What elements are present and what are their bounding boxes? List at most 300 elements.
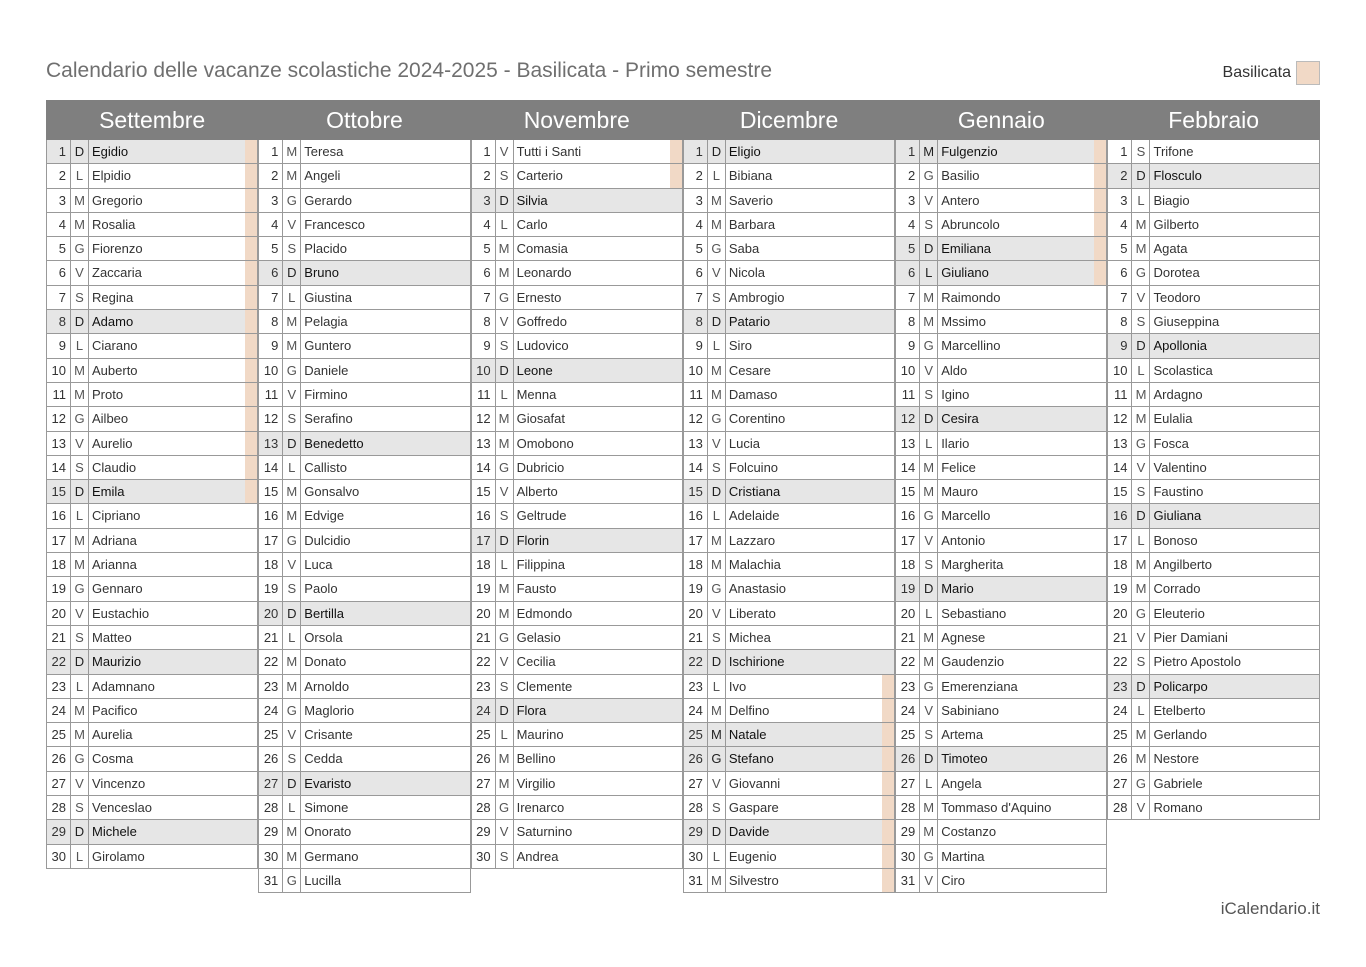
saint-name: Simone: [304, 800, 349, 816]
day-number: 19: [684, 577, 708, 600]
day-number: 5: [259, 237, 283, 260]
weekday-letter: D: [920, 237, 938, 260]
day-row: [683, 772, 895, 796]
day-row: [895, 213, 1107, 237]
day-number: 12: [896, 407, 920, 430]
weekday-letter: M: [283, 334, 301, 357]
weekday-letter: L: [1132, 359, 1150, 382]
saint-name: Virgilio: [516, 775, 556, 791]
day-number: 21: [684, 626, 708, 649]
holiday-marker-empty: [670, 383, 682, 406]
weekday-letter: G: [496, 796, 514, 819]
day-row: [895, 164, 1107, 188]
saint-name: Teodoro: [1153, 289, 1201, 305]
saint-name: Liberato: [728, 605, 776, 621]
day-number: 14: [47, 456, 71, 479]
weekday-letter: L: [71, 164, 89, 187]
day-row: [258, 359, 470, 383]
saint-name: Stefano: [728, 751, 774, 767]
day-number: 29: [47, 820, 71, 843]
day-row: [895, 577, 1107, 601]
saint-name: Sabiniano: [941, 702, 1000, 718]
saint-name: Carterio: [516, 168, 563, 184]
saint-name: Davide: [728, 824, 770, 840]
weekday-letter: V: [920, 189, 938, 212]
day-number: 10: [896, 359, 920, 382]
saint-name: Ardagno: [1153, 386, 1203, 402]
holiday-marker-empty: [1094, 820, 1106, 843]
day-row: [471, 747, 683, 771]
day-number: 17: [47, 529, 71, 552]
holiday-marker-empty: [882, 189, 894, 212]
weekday-letter: G: [1132, 602, 1150, 625]
day-number: 4: [896, 213, 920, 236]
weekday-letter: V: [1132, 286, 1150, 309]
day-number: 18: [472, 553, 496, 576]
day-number: 19: [259, 577, 283, 600]
day-row: [1107, 164, 1319, 188]
day-row: [258, 286, 470, 310]
weekday-letter: L: [920, 772, 938, 795]
day-number: 4: [259, 213, 283, 236]
holiday-marker-empty: [458, 869, 470, 892]
holiday-marker-empty: [1307, 675, 1319, 698]
holiday-marker-empty: [882, 529, 894, 552]
weekday-letter: D: [708, 140, 726, 163]
saint-name: Barbara: [728, 216, 776, 232]
month-header: Dicembre: [683, 100, 895, 140]
holiday-marker-empty: [1307, 407, 1319, 430]
day-row: [258, 869, 470, 893]
weekday-letter: S: [496, 334, 514, 357]
holiday-marker-empty: [1307, 553, 1319, 576]
saint-name: Adamo: [92, 314, 134, 330]
holiday-marker-empty: [670, 480, 682, 503]
holiday-marker-empty: [882, 504, 894, 527]
day-number: 20: [472, 602, 496, 625]
saint-name: Bibiana: [728, 168, 773, 184]
weekday-letter: S: [920, 553, 938, 576]
holiday-marker-empty: [458, 553, 470, 576]
saint-name: Emiliana: [941, 241, 992, 257]
saint-name: Andrea: [516, 848, 559, 864]
weekday-letter: L: [920, 432, 938, 455]
saint-name: Gabriele: [1153, 775, 1203, 791]
day-row: [471, 480, 683, 504]
day-number: 9: [47, 334, 71, 357]
saint-name: Onorato: [304, 824, 352, 840]
weekday-letter: L: [708, 334, 726, 357]
weekday-letter: G: [71, 237, 89, 260]
day-number: 13: [1108, 432, 1132, 455]
weekday-letter: M: [1132, 383, 1150, 406]
weekday-letter: L: [920, 602, 938, 625]
day-row: [471, 261, 683, 285]
day-number: 11: [1108, 383, 1132, 406]
day-row: [895, 310, 1107, 334]
weekday-letter: L: [708, 845, 726, 868]
weekday-letter: M: [1132, 553, 1150, 576]
saint-name: Orsola: [304, 629, 343, 645]
day-row: [46, 189, 258, 213]
day-number: 18: [896, 553, 920, 576]
day-row: [46, 529, 258, 553]
saint-name: Mario: [941, 581, 974, 597]
day-row: [46, 480, 258, 504]
weekday-letter: D: [708, 650, 726, 673]
weekday-letter: G: [708, 237, 726, 260]
saint-name: Anastasio: [728, 581, 786, 597]
day-number: 26: [684, 747, 708, 770]
holiday-marker-empty: [458, 189, 470, 212]
day-row: [683, 334, 895, 358]
saint-name: Giuliana: [1153, 508, 1202, 524]
day-number: 29: [896, 820, 920, 843]
saint-name: Gennaro: [92, 581, 143, 597]
day-row: [1107, 650, 1319, 674]
holiday-marker: [882, 869, 894, 892]
weekday-letter: G: [708, 577, 726, 600]
saint-name: Valentino: [1153, 459, 1207, 475]
saint-name: Michele: [92, 824, 137, 840]
weekday-letter: M: [496, 407, 514, 430]
day-row: [46, 359, 258, 383]
holiday-marker-empty: [1094, 772, 1106, 795]
day-row: [471, 359, 683, 383]
day-row: [46, 650, 258, 674]
holiday-marker-empty: [245, 820, 257, 843]
day-number: 9: [259, 334, 283, 357]
day-row: [471, 213, 683, 237]
holiday-marker-empty: [458, 286, 470, 309]
weekday-letter: G: [71, 407, 89, 430]
day-number: 12: [259, 407, 283, 430]
saint-name: Venceslao: [92, 800, 152, 816]
day-number: 21: [896, 626, 920, 649]
day-number: 13: [259, 432, 283, 455]
saint-name: Pier Damiani: [1153, 629, 1228, 645]
day-number: 25: [472, 723, 496, 746]
day-row: [471, 529, 683, 553]
holiday-marker-empty: [882, 237, 894, 260]
weekday-letter: S: [920, 383, 938, 406]
calendar-grid: [46, 100, 1320, 893]
day-row: [683, 869, 895, 893]
holiday-marker-empty: [670, 334, 682, 357]
holiday-marker-empty: [245, 553, 257, 576]
weekday-letter: M: [496, 602, 514, 625]
saint-name: Romano: [1153, 800, 1203, 816]
saint-name: Irenarco: [516, 800, 565, 816]
holiday-marker-empty: [245, 723, 257, 746]
weekday-letter: M: [71, 383, 89, 406]
day-row: [471, 383, 683, 407]
holiday-marker-empty: [458, 261, 470, 284]
holiday-marker-empty: [1094, 723, 1106, 746]
weekday-letter: V: [496, 310, 514, 333]
saint-name: Serafino: [304, 411, 353, 427]
saint-name: Eulalia: [1153, 411, 1193, 427]
holiday-marker-empty: [1094, 845, 1106, 868]
saint-name: Martina: [941, 848, 985, 864]
day-row: [46, 772, 258, 796]
saint-name: Cecilia: [516, 654, 556, 670]
saint-name: Tutti i Santi: [516, 144, 582, 159]
saint-name: Omobono: [516, 435, 574, 451]
day-row: [258, 747, 470, 771]
holiday-marker-empty: [458, 626, 470, 649]
holiday-marker-empty: [1307, 140, 1319, 163]
saint-name: Maglorio: [304, 702, 355, 718]
day-row: [895, 383, 1107, 407]
weekday-letter: D: [71, 140, 89, 163]
day-number: 28: [1108, 796, 1132, 819]
day-number: 10: [259, 359, 283, 382]
holiday-marker-empty: [245, 504, 257, 527]
day-number: 15: [259, 480, 283, 503]
holiday-marker-empty: [458, 723, 470, 746]
day-number: 20: [259, 602, 283, 625]
weekday-letter: M: [708, 383, 726, 406]
day-number: 23: [1108, 675, 1132, 698]
day-number: 16: [684, 504, 708, 527]
day-row: [258, 407, 470, 431]
weekday-letter: M: [283, 504, 301, 527]
day-row: [683, 699, 895, 723]
holiday-marker-empty: [1307, 286, 1319, 309]
saint-name: Ivo: [728, 678, 747, 694]
saint-name: Aurelio: [92, 435, 133, 451]
day-row: [1107, 189, 1319, 213]
day-number: 19: [47, 577, 71, 600]
day-row: [46, 286, 258, 310]
day-number: 1: [47, 140, 71, 163]
weekday-letter: D: [496, 359, 514, 382]
day-number: 8: [472, 310, 496, 333]
day-row: [258, 577, 470, 601]
day-row: [683, 529, 895, 553]
weekday-letter: G: [283, 869, 301, 892]
day-number: 12: [472, 407, 496, 430]
day-row: [683, 650, 895, 674]
saint-name: Gonsalvo: [304, 484, 360, 500]
day-row: [895, 602, 1107, 626]
saint-name: Ciro: [941, 872, 966, 888]
saint-name: Auberto: [92, 362, 138, 378]
day-number: 5: [47, 237, 71, 260]
day-number: 27: [259, 772, 283, 795]
day-row: [1107, 577, 1319, 601]
weekday-letter: L: [920, 261, 938, 284]
weekday-letter: S: [71, 796, 89, 819]
saint-name: Angeli: [304, 168, 341, 184]
holiday-marker: [882, 723, 894, 746]
weekday-letter: L: [708, 164, 726, 187]
weekday-letter: D: [1132, 504, 1150, 527]
day-number: 6: [259, 261, 283, 284]
day-row: [46, 820, 258, 844]
weekday-letter: V: [1132, 626, 1150, 649]
saint-name: Gaspare: [728, 800, 779, 816]
saint-name: Evaristo: [304, 775, 352, 791]
saint-name: Fosca: [1153, 435, 1189, 451]
holiday-marker-empty: [245, 650, 257, 673]
holiday-marker-empty: [1307, 213, 1319, 236]
day-number: 25: [259, 723, 283, 746]
weekday-letter: M: [71, 553, 89, 576]
saint-name: Saba: [728, 241, 760, 257]
saint-name: Ludovico: [516, 338, 569, 354]
day-number: 13: [896, 432, 920, 455]
day-number: 10: [472, 359, 496, 382]
holiday-marker-empty: [882, 553, 894, 576]
day-number: 9: [472, 334, 496, 357]
day-number: 9: [1108, 334, 1132, 357]
holiday-marker-empty: [458, 359, 470, 382]
weekday-letter: M: [1132, 407, 1150, 430]
saint-name: Patario: [728, 314, 771, 330]
holiday-marker-empty: [670, 553, 682, 576]
day-row: [895, 286, 1107, 310]
day-number: 15: [47, 480, 71, 503]
saint-name: Etelberto: [1153, 702, 1206, 718]
day-number: 26: [47, 747, 71, 770]
weekday-letter: M: [283, 140, 301, 163]
day-row: [1107, 772, 1319, 796]
saint-name: Ischirione: [728, 654, 785, 670]
saint-name: Claudio: [92, 459, 137, 475]
weekday-letter: L: [1132, 189, 1150, 212]
day-number: 7: [1108, 286, 1132, 309]
saint-name: Giosafat: [516, 411, 566, 427]
day-number: 4: [47, 213, 71, 236]
weekday-letter: M: [920, 140, 938, 163]
month-column: [471, 100, 683, 893]
day-row: [683, 602, 895, 626]
day-number: 5: [684, 237, 708, 260]
weekday-letter: M: [496, 432, 514, 455]
day-number: 19: [1108, 577, 1132, 600]
day-number: 30: [47, 845, 71, 868]
saint-name: Biagio: [1153, 192, 1190, 208]
saint-name: Gilberto: [1153, 216, 1200, 232]
holiday-marker-empty: [1307, 189, 1319, 212]
weekday-letter: L: [283, 626, 301, 649]
day-number: 4: [472, 213, 496, 236]
day-number: 25: [896, 723, 920, 746]
day-row: [258, 189, 470, 213]
day-row: [471, 577, 683, 601]
weekday-letter: M: [920, 456, 938, 479]
day-row: [471, 310, 683, 334]
day-row: [683, 845, 895, 869]
day-number: 8: [1108, 310, 1132, 333]
holiday-marker-empty: [882, 602, 894, 625]
holiday-marker-empty: [1094, 310, 1106, 333]
day-number: 1: [1108, 140, 1132, 163]
day-row: [46, 140, 258, 164]
day-number: 28: [896, 796, 920, 819]
day-row: [471, 675, 683, 699]
weekday-letter: G: [920, 164, 938, 187]
saint-name: Gerlando: [1153, 727, 1207, 743]
day-row: [1107, 310, 1319, 334]
weekday-letter: M: [71, 359, 89, 382]
day-row: [683, 747, 895, 771]
weekday-letter: G: [920, 845, 938, 868]
day-row: [471, 237, 683, 261]
saint-name: Silvestro: [728, 872, 779, 888]
day-row: [895, 747, 1107, 771]
day-number: 28: [259, 796, 283, 819]
day-row: [1107, 334, 1319, 358]
day-row: [895, 237, 1107, 261]
day-number: 24: [47, 699, 71, 722]
holiday-marker: [245, 164, 257, 187]
weekday-letter: M: [496, 772, 514, 795]
holiday-marker-empty: [458, 747, 470, 770]
day-row: [683, 359, 895, 383]
day-row: [895, 432, 1107, 456]
saint-name: Basilio: [941, 168, 980, 184]
holiday-marker-empty: [1094, 383, 1106, 406]
weekday-letter: V: [496, 140, 514, 163]
holiday-marker: [245, 286, 257, 309]
day-row: [471, 407, 683, 431]
day-row: [258, 723, 470, 747]
day-row: [683, 407, 895, 431]
holiday-marker-empty: [458, 504, 470, 527]
holiday-marker-empty: [670, 286, 682, 309]
day-row: [258, 650, 470, 674]
weekday-letter: V: [920, 869, 938, 892]
weekday-letter: V: [283, 553, 301, 576]
weekday-letter: D: [71, 650, 89, 673]
day-row: [471, 553, 683, 577]
day-number: 18: [47, 553, 71, 576]
saint-name: Marcellino: [941, 338, 1001, 354]
weekday-letter: M: [1132, 747, 1150, 770]
day-number: 8: [259, 310, 283, 333]
saint-name: Nicola: [728, 265, 766, 281]
holiday-marker: [1094, 261, 1106, 284]
saint-name: Fulgenzio: [941, 144, 998, 159]
saint-name: Flosculo: [1153, 168, 1202, 184]
weekday-letter: V: [283, 213, 301, 236]
day-row: [1107, 359, 1319, 383]
day-number: 14: [684, 456, 708, 479]
saint-name: Policarpo: [1153, 678, 1208, 694]
holiday-marker: [1094, 237, 1106, 260]
holiday-marker-empty: [1094, 626, 1106, 649]
saint-name: Daniele: [304, 362, 349, 378]
day-number: 11: [259, 383, 283, 406]
day-row: [1107, 747, 1319, 771]
saint-name: Cristiana: [728, 484, 781, 500]
saint-name: Ciarano: [92, 338, 138, 354]
day-number: 3: [684, 189, 708, 212]
saint-name: Dulcidio: [304, 532, 351, 548]
weekday-letter: G: [1132, 772, 1150, 795]
weekday-letter: V: [920, 359, 938, 382]
day-number: 1: [472, 140, 496, 163]
day-number: 23: [47, 675, 71, 698]
weekday-letter: M: [283, 650, 301, 673]
day-row: [683, 286, 895, 310]
day-row: [258, 140, 470, 164]
holiday-marker-empty: [458, 383, 470, 406]
day-number: 20: [1108, 602, 1132, 625]
